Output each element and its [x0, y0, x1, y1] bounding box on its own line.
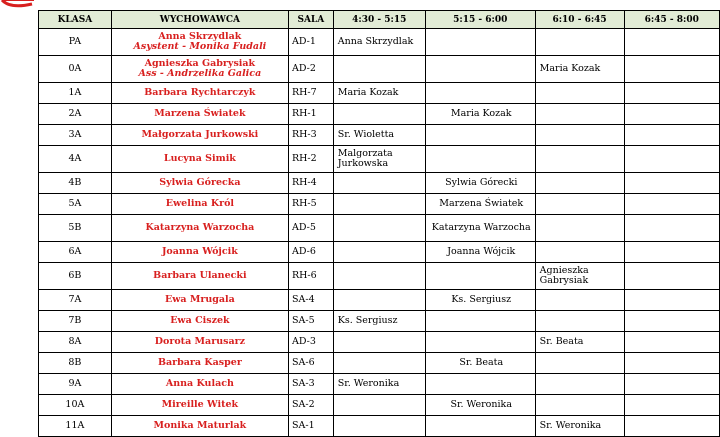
room-cell: SA-4: [288, 290, 333, 311]
teacher-name: Małgorzata Jurkowski: [141, 129, 259, 140]
room-cell: SA-1: [288, 416, 333, 437]
room-cell: AD-5: [288, 215, 333, 242]
header-slot-2: 5:15 - 6:00: [425, 11, 535, 29]
teacher-name: Monika Maturlak: [153, 420, 247, 431]
class-cell: 4A: [39, 146, 112, 173]
room-cell: RH-7: [288, 83, 333, 104]
slot-3-cell: [535, 104, 624, 125]
slot-4-cell: [624, 194, 720, 215]
class-cell: 7B: [39, 311, 112, 332]
room-cell: SA-6: [288, 353, 333, 374]
teacher-cell: [111, 290, 288, 311]
teacher-cell: [111, 395, 288, 416]
slot-4-cell: [624, 83, 720, 104]
table-row: [39, 173, 720, 194]
teacher-name: Ewelina Król: [165, 198, 235, 209]
slot-2-cell: [425, 332, 535, 353]
teacher-name: Katarzyna Warzocha: [145, 222, 255, 233]
class-cell: 0A: [39, 56, 112, 83]
slot-3-cell: [535, 215, 624, 242]
teacher-cell: [111, 56, 288, 83]
table-row: [39, 194, 720, 215]
slot-2-cell: Sylwia Górecki: [425, 173, 535, 194]
class-cell: 9A: [39, 374, 112, 395]
slot-1-cell: [333, 332, 425, 353]
teacher-name: Joanna Wójcik: [161, 246, 238, 257]
table-row: [39, 263, 720, 290]
slot-1-cell: [333, 416, 425, 437]
teacher-cell: [111, 374, 288, 395]
table-row: [39, 374, 720, 395]
teacher-name: Barbara Kasper: [157, 357, 242, 368]
class-cell: 6A: [39, 242, 112, 263]
slot-3-cell: [535, 125, 624, 146]
teacher-name: Agnieszka Gabrysiak: [144, 58, 256, 69]
teacher-cell: [111, 29, 288, 56]
slot-4-cell: [624, 215, 720, 242]
slot-2-cell: Ks. Sergiusz: [425, 290, 535, 311]
slot-4-cell: [624, 104, 720, 125]
room-cell: RH-6: [288, 263, 333, 290]
slot-3-cell: Maria Kozak: [535, 56, 624, 83]
slot-3-cell: [535, 374, 624, 395]
slot-2-cell: [425, 311, 535, 332]
slot-3-cell: [535, 146, 624, 173]
slot-1-cell: Maria Kozak: [333, 83, 425, 104]
slot-4-cell: [624, 416, 720, 437]
teacher-cell: [111, 353, 288, 374]
class-cell: 3A: [39, 125, 112, 146]
slot-3-cell: [535, 395, 624, 416]
header-wychowawca: WYCHOWAWCA: [111, 11, 288, 29]
slot-2-cell: [425, 374, 535, 395]
slot-2-cell: Sr. Beata: [425, 353, 535, 374]
class-cell: 5A: [39, 194, 112, 215]
slot-4-cell: [624, 311, 720, 332]
teacher-cell: [111, 146, 288, 173]
teacher-cell: [111, 173, 288, 194]
slot-3-cell: [535, 311, 624, 332]
slot-2-cell: [425, 83, 535, 104]
slot-1-cell: [333, 242, 425, 263]
slot-3-cell: [535, 29, 624, 56]
slot-2-cell: [425, 29, 535, 56]
header-slot-1: 4:30 - 5:15: [333, 11, 425, 29]
header-klasa: KLASA: [39, 11, 112, 29]
class-cell: 11A: [39, 416, 112, 437]
slot-1-cell: Sr. Wioletta: [333, 125, 425, 146]
slot-3-cell: [535, 194, 624, 215]
teacher-name: Barbara Ulanecki: [153, 270, 247, 281]
slot-4-cell: [624, 56, 720, 83]
slot-4-cell: [624, 173, 720, 194]
teacher-name: Anna Kulach: [165, 378, 234, 389]
teacher-cell: [111, 311, 288, 332]
room-cell: SA-3: [288, 374, 333, 395]
teacher-cell: [111, 263, 288, 290]
slot-1-cell: [333, 104, 425, 125]
slot-1-cell: [333, 215, 425, 242]
slot-3-cell: [535, 353, 624, 374]
teacher-cell: [111, 104, 288, 125]
class-cell: 6B: [39, 263, 112, 290]
room-cell: AD-1: [288, 29, 333, 56]
teacher-name: Anna Skrzydlak: [158, 31, 242, 42]
teacher-name: Mireille Witek: [161, 399, 239, 410]
teacher-cell: [111, 416, 288, 437]
teacher-name: Lucyna Simik: [163, 153, 236, 164]
slot-4-cell: [624, 290, 720, 311]
teacher-cell: [111, 125, 288, 146]
slot-1-cell: Anna Skrzydlak: [333, 29, 425, 56]
teacher-name: Barbara Rychtarczyk: [144, 87, 256, 98]
logo-fragment: [0, 0, 40, 10]
slot-2-cell: [425, 146, 535, 173]
slot-1-cell: Malgorzata Jurkowska: [333, 146, 425, 173]
class-cell: 8A: [39, 332, 112, 353]
room-cell: RH-2: [288, 146, 333, 173]
slot-3-cell: Agnieszka Gabrysiak: [535, 263, 624, 290]
slot-2-cell: [425, 125, 535, 146]
slot-1-cell: [333, 263, 425, 290]
class-cell: 4B: [39, 173, 112, 194]
room-cell: RH-5: [288, 194, 333, 215]
class-cell: 1A: [39, 83, 112, 104]
table-row: [39, 146, 720, 173]
slot-2-cell: [425, 416, 535, 437]
slot-2-cell: Maria Kozak: [425, 104, 535, 125]
teacher-cell: [111, 215, 288, 242]
teacher-name: Dorota Marusarz: [154, 336, 246, 347]
teacher-cell: [111, 332, 288, 353]
teacher-name: Marzena Światek: [154, 108, 246, 119]
slot-3-cell: [535, 83, 624, 104]
class-cell: 8B: [39, 353, 112, 374]
class-cell: 7A: [39, 290, 112, 311]
header-slot-4: 6:45 - 8:00: [624, 11, 720, 29]
slot-4-cell: [624, 395, 720, 416]
slot-2-cell: Joanna Wójcik: [425, 242, 535, 263]
table-row: [39, 83, 720, 104]
slot-2-cell: [425, 263, 535, 290]
class-cell: 5B: [39, 215, 112, 242]
slot-1-cell: [333, 194, 425, 215]
slot-1-cell: [333, 290, 425, 311]
table-row: [39, 56, 720, 83]
slot-1-cell: [333, 395, 425, 416]
teacher-cell: [111, 242, 288, 263]
room-cell: RH-1: [288, 104, 333, 125]
table-row: [39, 353, 720, 374]
header-slot-3: 6:10 - 6:45: [535, 11, 624, 29]
class-cell: 2A: [39, 104, 112, 125]
table-row: [39, 311, 720, 332]
slot-2-cell: Marzena Światek: [425, 194, 535, 215]
slot-4-cell: [624, 374, 720, 395]
room-cell: RH-4: [288, 173, 333, 194]
teacher-name: Ewa Ciszek: [170, 315, 230, 326]
room-cell: SA-2: [288, 395, 333, 416]
slot-4-cell: [624, 263, 720, 290]
slot-3-cell: [535, 242, 624, 263]
slot-2-cell: Sr. Weronika: [425, 395, 535, 416]
slot-3-cell: [535, 173, 624, 194]
table-row: [39, 104, 720, 125]
slot-4-cell: [624, 125, 720, 146]
table-row: [39, 416, 720, 437]
room-cell: AD-6: [288, 242, 333, 263]
slot-1-cell: [333, 353, 425, 374]
slot-1-cell: [333, 56, 425, 83]
table-row: [39, 242, 720, 263]
table-row: [39, 290, 720, 311]
slot-4-cell: [624, 332, 720, 353]
class-schedule-table: [38, 10, 720, 437]
slot-3-cell: Sr. Beata: [535, 332, 624, 353]
assistant-name: Asystent - Monika Fudali: [133, 41, 267, 52]
header-row: [39, 11, 720, 29]
table-row: [39, 29, 720, 56]
teacher-cell: [111, 194, 288, 215]
room-cell: AD-3: [288, 332, 333, 353]
slot-4-cell: [624, 353, 720, 374]
slot-4-cell: [624, 146, 720, 173]
slot-3-cell: [535, 290, 624, 311]
class-cell: 10A: [39, 395, 112, 416]
room-cell: RH-3: [288, 125, 333, 146]
table-row: [39, 395, 720, 416]
class-cell: PA: [39, 29, 112, 56]
slot-1-cell: Ks. Sergiusz: [333, 311, 425, 332]
slot-4-cell: [624, 242, 720, 263]
header-sala: SALA: [288, 11, 333, 29]
teacher-name: Ewa Mrugala: [164, 294, 235, 305]
slot-1-cell: Sr. Weronika: [333, 374, 425, 395]
teacher-name: Sylwia Górecka: [159, 177, 241, 188]
room-cell: AD-2: [288, 56, 333, 83]
slot-4-cell: [624, 29, 720, 56]
assistant-name: Ass - Andrzelika Galica: [138, 68, 262, 79]
slot-2-cell: Katarzyna Warzocha: [425, 215, 535, 242]
slot-3-cell: Sr. Weronika: [535, 416, 624, 437]
slot-2-cell: [425, 56, 535, 83]
teacher-cell: [111, 83, 288, 104]
slot-1-cell: [333, 173, 425, 194]
table-row: [39, 332, 720, 353]
room-cell: SA-5: [288, 311, 333, 332]
table-row: [39, 125, 720, 146]
table-row: [39, 215, 720, 242]
